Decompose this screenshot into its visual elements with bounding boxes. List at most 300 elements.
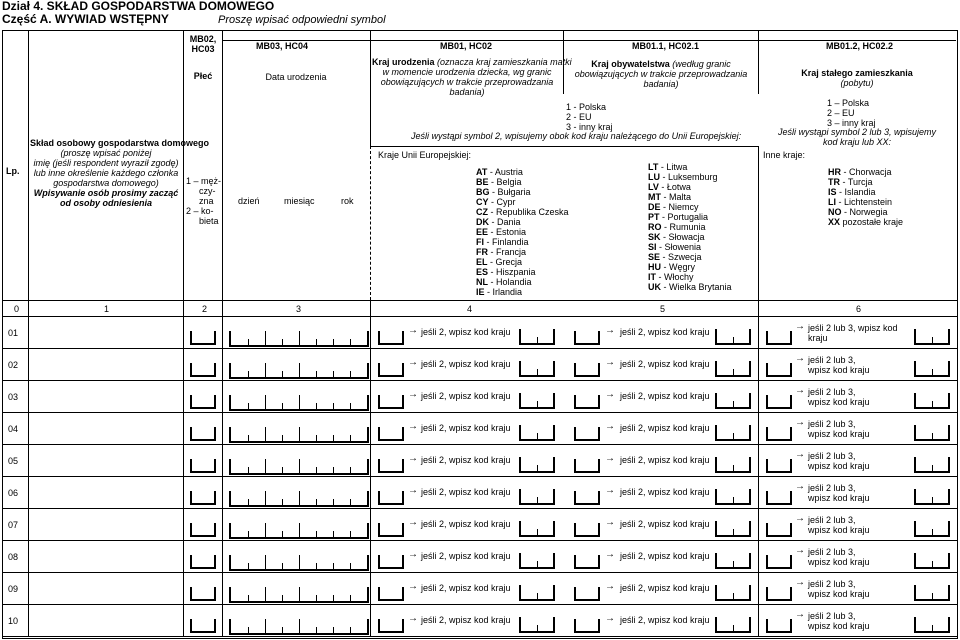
arrow-icon: →	[408, 613, 418, 624]
column-number: 2	[202, 304, 208, 314]
residence-box[interactable]	[766, 459, 792, 473]
birth-eu-code-box[interactable]	[519, 457, 555, 473]
year-label: rok	[341, 196, 354, 206]
birth-date-box[interactable]	[229, 459, 369, 475]
country-code: DK	[476, 217, 489, 227]
eu-code-prompt: jeśli 2, wpisz kod kraju	[421, 487, 511, 497]
part-title: Część A. WYWIAD WSTĘPNY	[2, 12, 169, 26]
date-digit-divider	[248, 371, 249, 377]
citizenship-eu-code-box[interactable]	[715, 553, 751, 569]
citizenship-box[interactable]	[574, 395, 600, 409]
birth-country-box[interactable]	[378, 427, 404, 441]
arrow-icon: →	[795, 353, 805, 364]
code-divider	[932, 433, 933, 439]
birth-code: MB01, HC02	[440, 41, 493, 51]
citizenship-eu-code-box[interactable]	[715, 457, 751, 473]
table-row	[0, 509, 960, 541]
code-divider	[733, 433, 734, 439]
date-digit-divider	[299, 555, 300, 569]
country-code: ES	[476, 267, 489, 277]
citizenship-eu-code-box[interactable]	[715, 329, 751, 345]
eu-country-item	[476, 187, 531, 197]
residence-prompt: jeśli 2 lub 3,	[808, 483, 856, 493]
country-code: BE	[476, 177, 489, 187]
country-name: - Włochy	[656, 272, 694, 282]
code-divider	[932, 593, 933, 599]
date-digit-divider	[265, 555, 266, 569]
date-digit-divider	[265, 491, 266, 505]
residence-box[interactable]	[766, 619, 792, 633]
birth-country-box[interactable]	[378, 555, 404, 569]
country-name: - Austria	[487, 167, 523, 177]
citizenship-eu-code-box[interactable]	[715, 489, 751, 505]
sex-box[interactable]	[190, 523, 216, 537]
arrow-icon: →	[408, 453, 418, 464]
birth-eu-code-box[interactable]	[519, 393, 555, 409]
date-digit-divider	[248, 531, 249, 537]
page-subtitle: Proszę wpisać odpowiedni symbol	[218, 14, 386, 26]
eu-list-header: Kraje Unii Europejskiej:	[378, 150, 472, 160]
arrow-icon: →	[605, 357, 615, 368]
birth-date-box[interactable]	[229, 331, 369, 347]
residence-code-box[interactable]	[914, 361, 950, 377]
citizen-title: Kraj obywatelstwa	[591, 59, 670, 69]
residence-prompt: jeśli 2 lub 3,	[808, 611, 856, 621]
date-digit-divider	[316, 467, 317, 473]
citizenship-box[interactable]	[574, 619, 600, 633]
eu-country-item	[648, 162, 687, 172]
birth-country-box[interactable]	[378, 331, 404, 345]
birth-country-box[interactable]	[378, 619, 404, 633]
country-name: - Luksemburg	[660, 172, 718, 182]
residence-code-box[interactable]	[914, 553, 950, 569]
country-name: - Irlandia	[484, 287, 523, 297]
date-digit-divider	[282, 339, 283, 345]
date-digit-divider	[248, 627, 249, 633]
residence-prompt: wpisz kod kraju	[808, 461, 870, 471]
arrow-icon: →	[795, 385, 805, 396]
residence-code-box[interactable]	[914, 425, 950, 441]
shared-option: 1 - Polska	[566, 102, 607, 112]
birth-date-box[interactable]	[229, 491, 369, 507]
date-digit-divider	[316, 627, 317, 633]
code-divider	[932, 337, 933, 343]
name-col-note: gospodarstwa domowego)	[53, 178, 159, 188]
date-digit-divider	[248, 339, 249, 345]
birth-note: badania)	[449, 87, 485, 97]
eu-country-item	[648, 182, 691, 192]
date-digit-divider	[299, 459, 300, 473]
residence-code-box[interactable]	[914, 329, 950, 345]
name-col-note: (proszę wpisać poniżej	[60, 148, 152, 158]
sex-label: Płeć	[193, 71, 213, 81]
birth-eu-code-box[interactable]	[519, 329, 555, 345]
date-digit-divider	[299, 395, 300, 409]
date-code: MB03, HC04	[256, 41, 309, 51]
date-digit-divider	[248, 467, 249, 473]
birth-date-box[interactable]	[229, 587, 369, 603]
arrow-icon: →	[408, 421, 418, 432]
person-name-field[interactable]	[30, 576, 180, 601]
eu-code-prompt: jeśli 2, wpisz kod kraju	[421, 423, 511, 433]
row-number: 05	[8, 456, 19, 466]
arrow-icon: →	[795, 609, 805, 620]
shared-note: Jeśli wystąpi symbol 2, wpisujemy obok kod kraju należącego do Unii Europejskiej:	[411, 131, 742, 141]
other-country-item	[828, 187, 876, 197]
citizenship-box[interactable]	[574, 363, 600, 377]
row-number: 03	[8, 392, 19, 402]
arrow-icon: →	[605, 549, 615, 560]
birth-eu-code-box[interactable]	[519, 521, 555, 537]
arrow-icon: →	[408, 357, 418, 368]
birth-country-box[interactable]	[378, 491, 404, 505]
residence-box[interactable]	[766, 427, 792, 441]
eu-code-prompt: jeśli 2, wpisz kod kraju	[421, 455, 511, 465]
citizenship-box[interactable]	[574, 331, 600, 345]
residence-prompt: wpisz kod kraju	[808, 493, 870, 503]
birth-date-box[interactable]	[229, 363, 369, 379]
country-name: - Turcja	[840, 177, 873, 187]
eu-code-prompt: jeśli 2, wpisz kod kraju	[620, 327, 710, 337]
birth-title-line	[372, 57, 572, 67]
sex-box[interactable]	[190, 363, 216, 377]
country-name: - Chorwacja	[841, 167, 892, 177]
row-number: 01	[8, 328, 19, 338]
country-name: - Finlandia	[484, 237, 529, 247]
date-digit-divider	[248, 499, 249, 505]
country-code: IS	[828, 187, 837, 197]
arrow-icon: →	[408, 517, 418, 528]
arrow-icon: →	[605, 581, 615, 592]
person-name-field[interactable]	[30, 480, 180, 505]
other-country-item	[828, 177, 873, 187]
column-number: 1	[104, 304, 110, 314]
sex-code: MB02,	[189, 34, 217, 44]
citizenship-eu-code-box[interactable]	[715, 425, 751, 441]
birth-title: Kraj urodzenia	[372, 57, 435, 67]
residence-box[interactable]	[766, 523, 792, 537]
residence-box[interactable]	[766, 587, 792, 601]
person-name-field[interactable]	[30, 544, 180, 569]
code-divider	[932, 625, 933, 631]
arrow-icon: →	[795, 481, 805, 492]
row-number: 06	[8, 488, 19, 498]
date-digit-divider	[350, 403, 351, 409]
residence-prompt: wpisz kod kraju	[808, 397, 870, 407]
country-code: SI	[648, 242, 657, 252]
date-digit-divider	[282, 403, 283, 409]
citizenship-box[interactable]	[574, 459, 600, 473]
row-number: 02	[8, 360, 19, 370]
date-digit-divider	[316, 339, 317, 345]
birth-eu-code-box[interactable]	[519, 489, 555, 505]
residence-prompt: jeśli 2 lub 3,	[808, 387, 856, 397]
citizenship-box[interactable]	[574, 555, 600, 569]
row-number: 08	[8, 552, 19, 562]
birth-date-box[interactable]	[229, 523, 369, 539]
country-name: pozostałe kraje	[840, 217, 904, 227]
country-code: EE	[476, 227, 489, 237]
country-code: LU	[648, 172, 660, 182]
birth-date-box[interactable]	[229, 395, 369, 411]
residence-code-box[interactable]	[914, 585, 950, 601]
birth-country-box[interactable]	[378, 459, 404, 473]
other-country-item	[828, 217, 903, 227]
date-digit-divider	[316, 531, 317, 537]
person-name-field[interactable]	[30, 352, 180, 377]
table-row	[0, 317, 960, 349]
date-digit-divider	[282, 531, 283, 537]
country-code: IE	[476, 287, 485, 297]
person-name-field[interactable]	[30, 416, 180, 441]
sex-box[interactable]	[190, 459, 216, 473]
code-divider	[932, 369, 933, 375]
country-name: - Hiszpania	[488, 267, 536, 277]
residence-prompt: wpisz kod kraju	[808, 429, 870, 439]
arrow-icon: →	[605, 453, 615, 464]
sex-option-female: 2 – ko-	[186, 206, 214, 216]
date-digit-divider	[350, 627, 351, 633]
country-code: MT	[648, 192, 661, 202]
country-code: HU	[648, 262, 661, 272]
date-digit-divider	[282, 627, 283, 633]
date-digit-divider	[282, 563, 283, 569]
table-row	[0, 541, 960, 573]
sex-box[interactable]	[190, 555, 216, 569]
birth-country-box[interactable]	[378, 363, 404, 377]
date-digit-divider	[333, 499, 334, 505]
country-name: - Szwecja	[660, 252, 702, 262]
date-digit-divider	[350, 339, 351, 345]
date-digit-divider	[248, 435, 249, 441]
eu-country-item	[648, 242, 701, 252]
sex-box[interactable]	[190, 619, 216, 633]
citizenship-box[interactable]	[574, 491, 600, 505]
date-digit-divider	[299, 587, 300, 601]
person-name-field[interactable]	[30, 512, 180, 537]
date-digit-divider	[282, 435, 283, 441]
arrow-icon: →	[795, 545, 805, 556]
date-digit-divider	[265, 619, 266, 633]
citizenship-box[interactable]	[574, 523, 600, 537]
person-name-field[interactable]	[30, 608, 180, 633]
other-country-item	[828, 167, 892, 177]
country-code: LT	[648, 162, 659, 172]
residence-code-box[interactable]	[914, 393, 950, 409]
column-number: 4	[467, 304, 473, 314]
code-divider	[733, 529, 734, 535]
date-digit-divider	[350, 499, 351, 505]
residence-note: Jeśli wystąpi symbol 2 lub 3, wpisujemy	[777, 127, 937, 137]
code-divider	[537, 401, 538, 407]
code-divider	[537, 497, 538, 503]
sex-box[interactable]	[190, 587, 216, 601]
arrow-icon: →	[795, 513, 805, 524]
date-digit-divider	[350, 531, 351, 537]
code-divider	[932, 497, 933, 503]
code-divider	[537, 465, 538, 471]
country-code: NL	[476, 277, 488, 287]
eu-country-item	[648, 192, 691, 202]
birth-country-box[interactable]	[378, 395, 404, 409]
date-digit-divider	[333, 403, 334, 409]
date-digit-divider	[248, 563, 249, 569]
sex-box[interactable]	[190, 395, 216, 409]
residence-box[interactable]	[766, 363, 792, 377]
birth-eu-code-box[interactable]	[519, 361, 555, 377]
residence-option: 2 – EU	[827, 108, 855, 118]
birth-country-box[interactable]	[378, 523, 404, 537]
date-digit-divider	[299, 363, 300, 377]
date-digit-divider	[333, 467, 334, 473]
date-digit-divider	[350, 467, 351, 473]
eu-country-item	[476, 267, 536, 277]
code-divider	[537, 433, 538, 439]
date-digit-divider	[265, 587, 266, 601]
col-line-date-top	[370, 30, 371, 146]
eu-country-item	[476, 247, 526, 257]
residence-box[interactable]	[766, 491, 792, 505]
eu-country-item	[648, 232, 705, 242]
sex-option-male: 1 – męż-	[186, 176, 222, 186]
sex-box[interactable]	[190, 491, 216, 505]
eu-country-item	[476, 227, 526, 237]
sex-box[interactable]	[190, 331, 216, 345]
citizenship-eu-code-box[interactable]	[715, 521, 751, 537]
eu-code-prompt: jeśli 2, wpisz kod kraju	[421, 519, 511, 529]
residence-prompt: wpisz kod kraju	[808, 589, 870, 599]
person-name-field[interactable]	[30, 448, 180, 473]
residence-code-box[interactable]	[914, 521, 950, 537]
eu-code-prompt: jeśli 2, wpisz kod kraju	[620, 615, 710, 625]
arrow-icon: →	[408, 485, 418, 496]
code-divider	[733, 593, 734, 599]
date-digit-divider	[333, 627, 334, 633]
table-row	[0, 573, 960, 605]
citizenship-eu-code-box[interactable]	[715, 585, 751, 601]
person-name-field[interactable]	[30, 320, 180, 345]
eu-code-prompt: jeśli 2, wpisz kod kraju	[620, 455, 710, 465]
date-digit-divider	[299, 331, 300, 345]
month-label: miesiąc	[284, 196, 315, 206]
country-code: NO	[828, 207, 842, 217]
other-list-header: Inne kraje:	[763, 150, 806, 160]
residence-box[interactable]	[766, 331, 792, 345]
eu-list-top	[370, 146, 759, 147]
birth-date-box[interactable]	[229, 427, 369, 443]
date-digit-divider	[265, 459, 266, 473]
country-code: SK	[648, 232, 661, 242]
header-bottom-line	[2, 300, 958, 301]
birth-eu-code-box[interactable]	[519, 585, 555, 601]
country-name: - Norwegia	[841, 207, 888, 217]
citizenship-eu-code-box[interactable]	[715, 617, 751, 633]
country-code: DE	[648, 202, 661, 212]
date-digit-divider	[316, 595, 317, 601]
country-name: - Bułgaria	[489, 187, 531, 197]
country-name: - Rumunia	[661, 222, 706, 232]
date-digit-divider	[333, 435, 334, 441]
country-name: - Francja	[488, 247, 527, 257]
country-name: - Republika Czeska	[488, 207, 569, 217]
residence-code-box[interactable]	[914, 489, 950, 505]
citizen-code: MB01.1, HC02.1	[632, 41, 700, 51]
birth-eu-code-box[interactable]	[519, 553, 555, 569]
birth-eu-code-box[interactable]	[519, 617, 555, 633]
residence-box[interactable]	[766, 555, 792, 569]
date-digit-divider	[350, 435, 351, 441]
eu-code-prompt: jeśli 2, wpisz kod kraju	[421, 615, 511, 625]
other-country-item	[828, 207, 888, 217]
row-line	[2, 636, 958, 637]
arrow-icon: →	[408, 581, 418, 592]
residence-box[interactable]	[766, 395, 792, 409]
date-digit-divider	[316, 403, 317, 409]
country-code: LI	[828, 197, 836, 207]
eu-code-prompt: jeśli 2, wpisz kod kraju	[620, 487, 710, 497]
date-digit-divider	[316, 563, 317, 569]
citizen-note: badania)	[643, 79, 679, 89]
birth-note: (oznacza kraj zamieszkania matki	[437, 57, 572, 67]
date-digit-divider	[282, 467, 283, 473]
date-digit-divider	[265, 363, 266, 377]
code-divider	[733, 465, 734, 471]
country-code: FR	[476, 247, 488, 257]
citizen-title-line	[565, 59, 757, 69]
citizenship-box[interactable]	[574, 427, 600, 441]
residence-code-box[interactable]	[914, 457, 950, 473]
sex-box[interactable]	[190, 427, 216, 441]
residence-prompt: kraju	[808, 333, 828, 343]
residence-code-box[interactable]	[914, 617, 950, 633]
lp-header: Lp.	[6, 166, 20, 176]
citizenship-eu-code-box[interactable]	[715, 393, 751, 409]
code-divider	[932, 529, 933, 535]
birth-date-box[interactable]	[229, 555, 369, 571]
residence-prompt: wpisz kod kraju	[808, 621, 870, 631]
code-divider	[932, 401, 933, 407]
name-col-note: Wpisywanie osób prosimy zacząć	[33, 188, 179, 198]
code-divider	[733, 497, 734, 503]
table-row	[0, 381, 960, 413]
birth-eu-code-box[interactable]	[519, 425, 555, 441]
code-divider	[733, 561, 734, 567]
residence-prompt: jeśli 2 lub 3,	[808, 579, 856, 589]
table-row	[0, 349, 960, 381]
country-name: - Portugalia	[659, 212, 709, 222]
date-digit-divider	[248, 403, 249, 409]
country-code: TR	[828, 177, 840, 187]
citizenship-eu-code-box[interactable]	[715, 361, 751, 377]
birth-country-box[interactable]	[378, 587, 404, 601]
date-digit-divider	[333, 531, 334, 537]
eu-country-item	[648, 282, 732, 292]
eu-country-item	[648, 252, 702, 262]
country-name: - Lichtenstein	[836, 197, 893, 207]
country-name: - Dania	[489, 217, 521, 227]
person-name-field[interactable]	[30, 384, 180, 409]
residence-prompt: wpisz kod kraju	[808, 525, 870, 535]
country-name: - Słowenia	[656, 242, 702, 252]
citizen-note: (według granic	[672, 59, 731, 69]
birth-date-box[interactable]	[229, 619, 369, 635]
code-divider	[932, 561, 933, 567]
citizenship-box[interactable]	[574, 587, 600, 601]
eu-code-prompt: jeśli 2, wpisz kod kraju	[620, 423, 710, 433]
table-row	[0, 477, 960, 509]
table-row	[0, 605, 960, 637]
date-digit-divider	[282, 595, 283, 601]
